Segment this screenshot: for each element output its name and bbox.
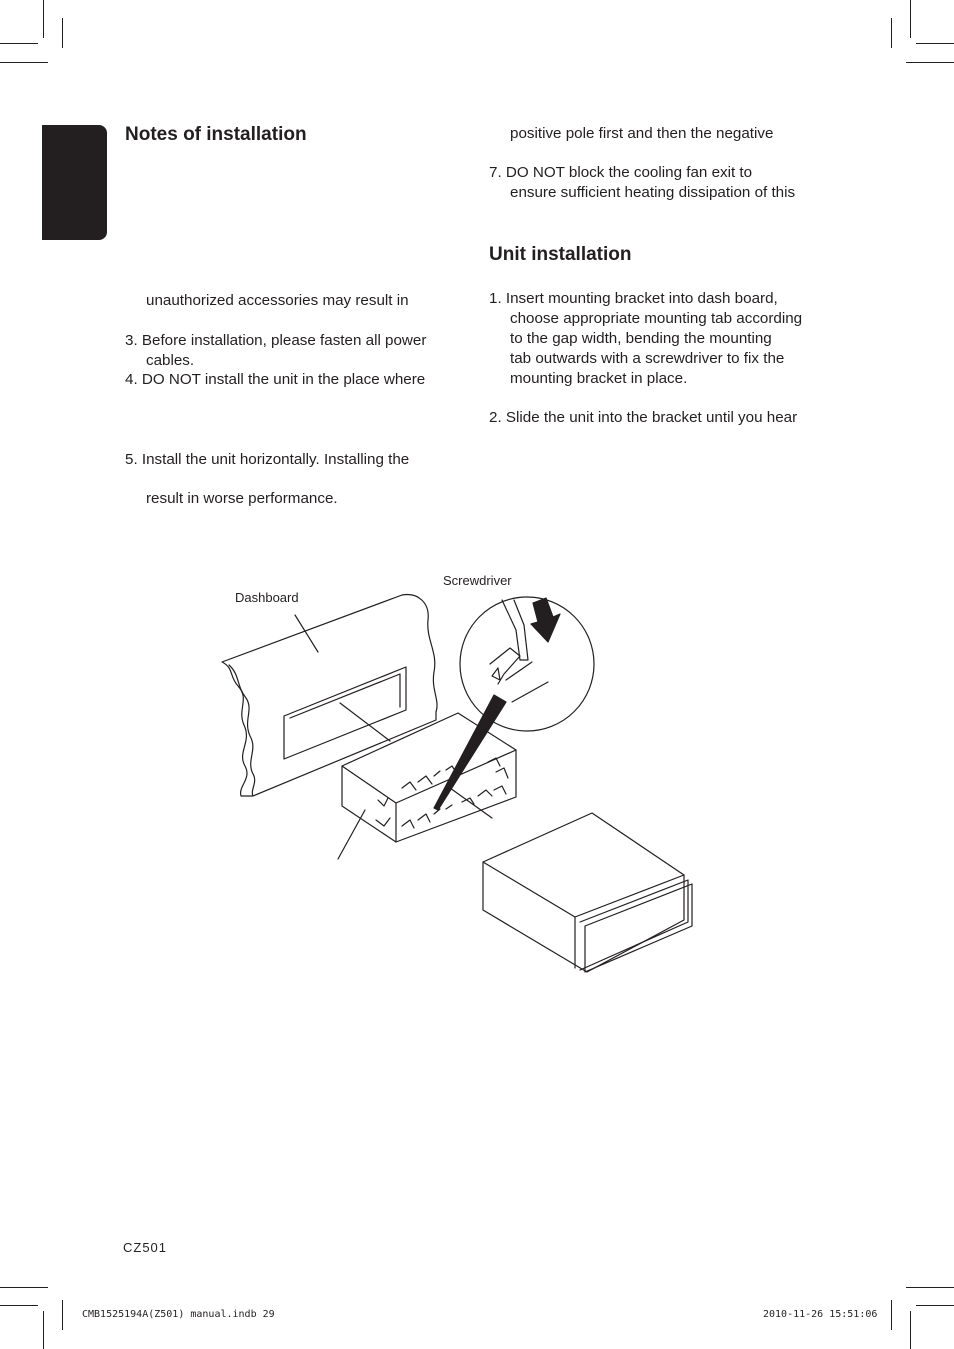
file-info: CMB1525194A(Z501) manual.indb 29	[82, 1309, 275, 1320]
text-line: 4. DO NOT install the unit in the place where	[125, 371, 426, 388]
text-line: 2. Slide the unit into the bracket until you hear	[489, 409, 798, 426]
text-line: 1. Insert mounting bracket into dash board,	[489, 290, 778, 307]
text-line: 7. DO NOT block the cooling fan exit to	[489, 164, 753, 181]
text-line: cables.	[146, 352, 195, 369]
text-line: 5. Install the unit horizontally. Installing the	[125, 451, 410, 468]
callout-pointer	[434, 695, 506, 810]
screwdriver-label: Screwdriver	[443, 573, 512, 588]
text-line: result in worse performance.	[146, 490, 338, 507]
head-unit-drawing	[483, 813, 692, 972]
text-line: unauthorized accessories may result in	[146, 292, 409, 309]
text-line: 3. Before installation, please fasten all power	[125, 332, 427, 349]
dashboard-drawing	[222, 595, 437, 796]
text-line: tab outwards with a screwdriver to fix the	[510, 350, 785, 367]
text-line: mounting bracket in place.	[510, 370, 688, 387]
bracket-drawing	[338, 713, 516, 859]
text-line: ensure sufficient heating dissipation of this	[510, 184, 796, 201]
notes-heading: Notes of installation	[125, 124, 307, 145]
text-line: choose appropriate mounting tab according	[510, 310, 803, 327]
text-line: positive pole first and then the negative	[510, 125, 774, 142]
model-name: CZ501	[123, 1240, 168, 1255]
text-line: to the gap width, bending the mounting	[510, 330, 772, 347]
unit-installation-heading: Unit installation	[489, 244, 632, 265]
arrow-icon	[531, 598, 560, 642]
timestamp: 2010-11-26 15:51:06	[763, 1309, 878, 1320]
screwdriver-detail-drawing	[460, 597, 594, 731]
dashboard-label: Dashboard	[235, 590, 299, 605]
